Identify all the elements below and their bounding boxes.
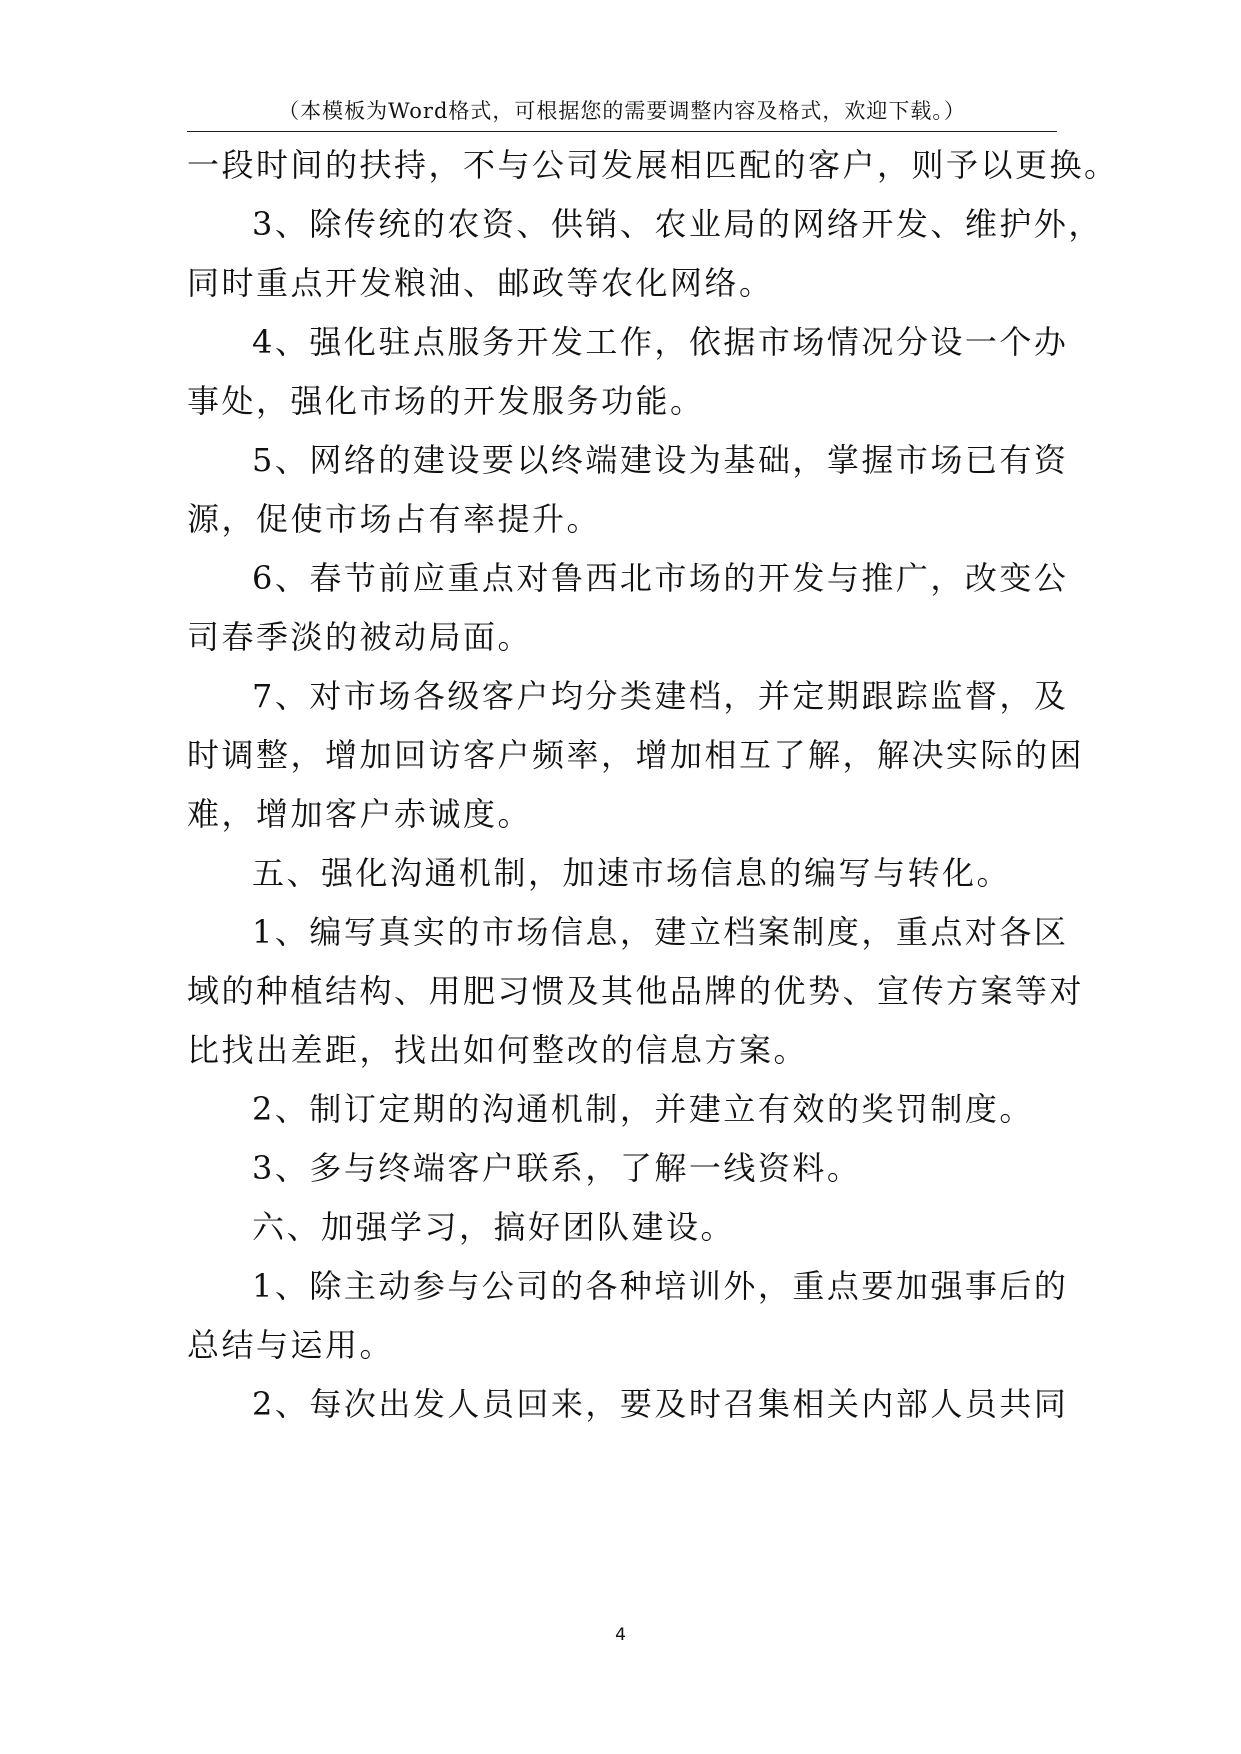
body-line: 3、多与终端客户联系，了解一线资料。	[252, 1149, 862, 1187]
body-line: 4、强化驻点服务开发工作，依据市场情况分设一个办	[252, 323, 1069, 361]
body-line: 司春季淡的被动局面。	[187, 618, 533, 656]
page-number: 4	[615, 1625, 626, 1645]
body-line: 5、网络的建设要以终端建设为基础，掌握市场已有资	[252, 441, 1069, 479]
body-line: 7、对市场各级客户均分类建档，并定期跟踪监督，及	[252, 677, 1069, 715]
body-line: 1、除主动参与公司的各种培训外，重点要加强事后的	[252, 1267, 1069, 1305]
body-line: 1、编写真实的市场信息，建立档案制度，重点对各区	[252, 913, 1069, 951]
body-line: 域的种植结构、用肥习惯及其他品牌的优势、宣传方案等对	[187, 972, 1085, 1010]
body-line: 一段时间的扶持，不与公司发展相匹配的客户，则予以更换。	[187, 146, 1119, 184]
body-line: 比找出差距，找出如何整改的信息方案。	[187, 1031, 809, 1069]
body-line: 事处，强化市场的开发服务功能。	[187, 382, 705, 420]
body-line: 2、制订定期的沟通机制，并建立有效的奖罚制度。	[252, 1090, 1034, 1128]
body-line: 6、春节前应重点对鲁西北市场的开发与推广，改变公	[252, 559, 1069, 597]
body-line: 源，促使市场占有率提升。	[187, 500, 602, 538]
section-heading: 五、强化沟通机制，加速市场信息的编写与转化。	[252, 854, 1012, 892]
section-heading: 六、加强学习，搞好团队建设。	[252, 1208, 736, 1246]
template-header-note: （本模板为Word格式，可根据您的需要调整内容及格式，欢迎下载。）	[278, 99, 966, 123]
body-line: 3、除传统的农资、供销、农业局的网络开发、维护外，	[252, 205, 1103, 243]
header-divider	[187, 131, 1057, 132]
body-line: 总结与运用。	[187, 1326, 395, 1364]
body-line: 同时重点开发粮油、邮政等农化网络。	[187, 264, 774, 302]
body-line: 时调整，增加回访客户频率，增加相互了解，解决实际的困	[187, 736, 1085, 774]
body-line: 难，增加客户赤诚度。	[187, 795, 533, 833]
body-line: 2、每次出发人员回来，要及时召集相关内部人员共同	[252, 1385, 1069, 1423]
